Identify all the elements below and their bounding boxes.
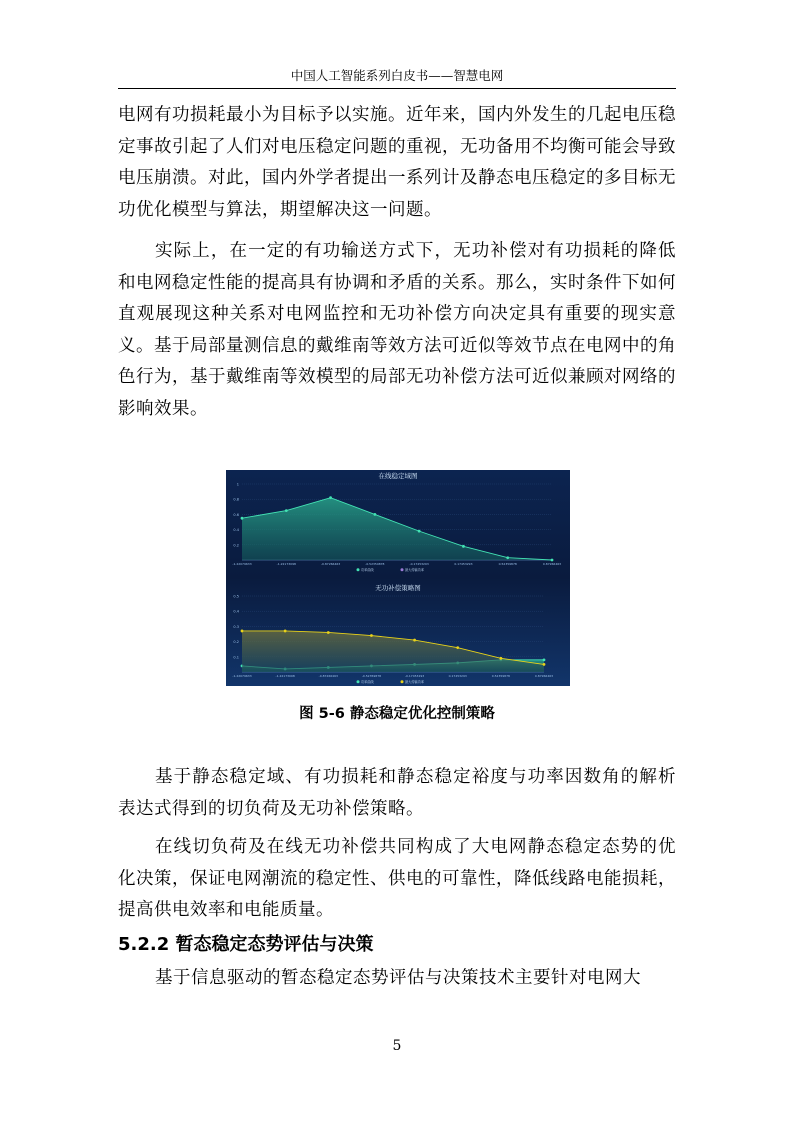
legend-label: 功率曲线 bbox=[361, 680, 374, 684]
figure-stability-control bbox=[226, 470, 570, 686]
y-tick-label: 0.4 bbox=[233, 528, 239, 533]
y-tick-label: 0.3 bbox=[233, 624, 239, 629]
paragraph-2: 实际上，在一定的有功输送方式下，无功补偿对有功损耗的降低和电网稳定性能的提高具有协调和矛盾的关系。那么，实时条件下如何直观展现这种关系对电网监控和无功补偿方向决定具有重要的现实意义。基于局部量测信息的戴维南等效方法可近似等效节点在电网中的角色行为，基于戴维南等效模型的局部无功补偿方法可近似兼顾对网络的影响效果。 bbox=[118, 241, 676, 419]
x-tick-label: -0.87266463 bbox=[320, 562, 341, 566]
x-tick-label: -0.87266463 bbox=[318, 674, 338, 678]
x-tick-label: 0.52359878 bbox=[491, 674, 510, 678]
data-point bbox=[241, 630, 244, 633]
data-point bbox=[329, 496, 332, 499]
page-number: 5 bbox=[392, 1038, 402, 1054]
y-tick-label: 1 bbox=[236, 482, 239, 487]
data-point bbox=[462, 545, 465, 548]
legend-label: 最大传输功率 bbox=[405, 680, 425, 684]
data-point bbox=[506, 556, 509, 559]
x-tick-label: 0.87266463 bbox=[542, 562, 562, 566]
x-tick-label: 0.52359878 bbox=[498, 562, 517, 566]
x-tick-label: 0.87266463 bbox=[534, 674, 554, 678]
paragraph-3: 基于静态稳定域、有功损耗和静态稳定裕度与功率因数角的解析表达式得到的切负荷及无功补偿策略。 bbox=[118, 767, 676, 819]
paragraph-5: 基于信息驱动的暂态稳定态势评估与决策技术主要针对电网大 bbox=[155, 968, 641, 988]
data-point bbox=[370, 634, 373, 637]
x-tick-label: -0.17453293 bbox=[404, 674, 425, 678]
y-tick-label: 0.2 bbox=[233, 543, 239, 548]
data-point bbox=[373, 513, 376, 516]
x-tick-label: -1.22173098 bbox=[275, 674, 295, 678]
y-tick-label: 0.6 bbox=[233, 512, 239, 517]
figure-chart-svg bbox=[226, 470, 570, 686]
y-tick-label: 0.5 bbox=[233, 594, 239, 599]
x-tick-label: -1.22079633 bbox=[232, 674, 252, 678]
running-header: 中国人工智能系列白皮书——智慧电网 bbox=[290, 68, 504, 83]
x-tick-label: -1.22173098 bbox=[276, 562, 296, 566]
x-tick-label: 0.17453293 bbox=[448, 674, 467, 678]
legend-label: 功率曲线 bbox=[361, 568, 374, 572]
data-point bbox=[543, 658, 546, 661]
data-point bbox=[285, 509, 288, 512]
data-point bbox=[418, 530, 421, 533]
y-tick-label: 0.1 bbox=[233, 655, 239, 660]
y-tick-label: 0.4 bbox=[233, 609, 239, 614]
legend-label: 最大传输功率 bbox=[405, 568, 425, 572]
legend-marker bbox=[401, 568, 404, 571]
data-point bbox=[456, 646, 459, 649]
legend-marker bbox=[357, 680, 360, 683]
x-tick-label: 0.17453293 bbox=[454, 562, 473, 566]
paragraph-1: 电网有功损耗最小为目标予以实施。近年来，国内外发生的几起电压稳定事故引起了人们对电压稳定问题的重视，无功备用不均衡可能会导致电压崩溃。对此，国内外学者提出一系列计及静态电压稳定的多目标无功优化模型与算法，期望解决这一问题。 bbox=[118, 105, 676, 220]
y-tick-label: 0.2 bbox=[233, 640, 239, 645]
data-point bbox=[284, 630, 287, 633]
figure-caption: 图 5-6 静态稳定优化控制策略 bbox=[299, 706, 495, 722]
data-point bbox=[413, 639, 416, 642]
data-point bbox=[327, 631, 330, 634]
legend-marker bbox=[401, 680, 404, 683]
x-tick-label: -0.17453293 bbox=[409, 562, 429, 566]
y-tick-label: 0.8 bbox=[233, 497, 239, 502]
x-tick-label: -0.52359878 bbox=[365, 562, 385, 566]
x-tick-label: -1.22079633 bbox=[232, 562, 252, 566]
data-point bbox=[499, 657, 502, 660]
header-rule bbox=[118, 88, 676, 89]
data-point bbox=[241, 517, 244, 520]
data-point bbox=[543, 663, 546, 666]
x-tick-label: -0.52359878 bbox=[361, 674, 382, 678]
chart-title: 在线稳定域图 bbox=[378, 472, 418, 480]
paragraph-4: 在线切负荷及在线无功补偿共同构成了大电网静态稳定态势的优化决策，保证电网潮流的稳定性、供电的可靠性，降低线路电能损耗，提高供电效率和电能质量。 bbox=[118, 837, 676, 920]
section-heading: 5.2.2 暂态稳定态势评估与决策 bbox=[118, 934, 374, 955]
chart-title: 无功补偿策略图 bbox=[375, 584, 421, 592]
legend-marker bbox=[357, 568, 360, 571]
data-point bbox=[551, 559, 554, 562]
